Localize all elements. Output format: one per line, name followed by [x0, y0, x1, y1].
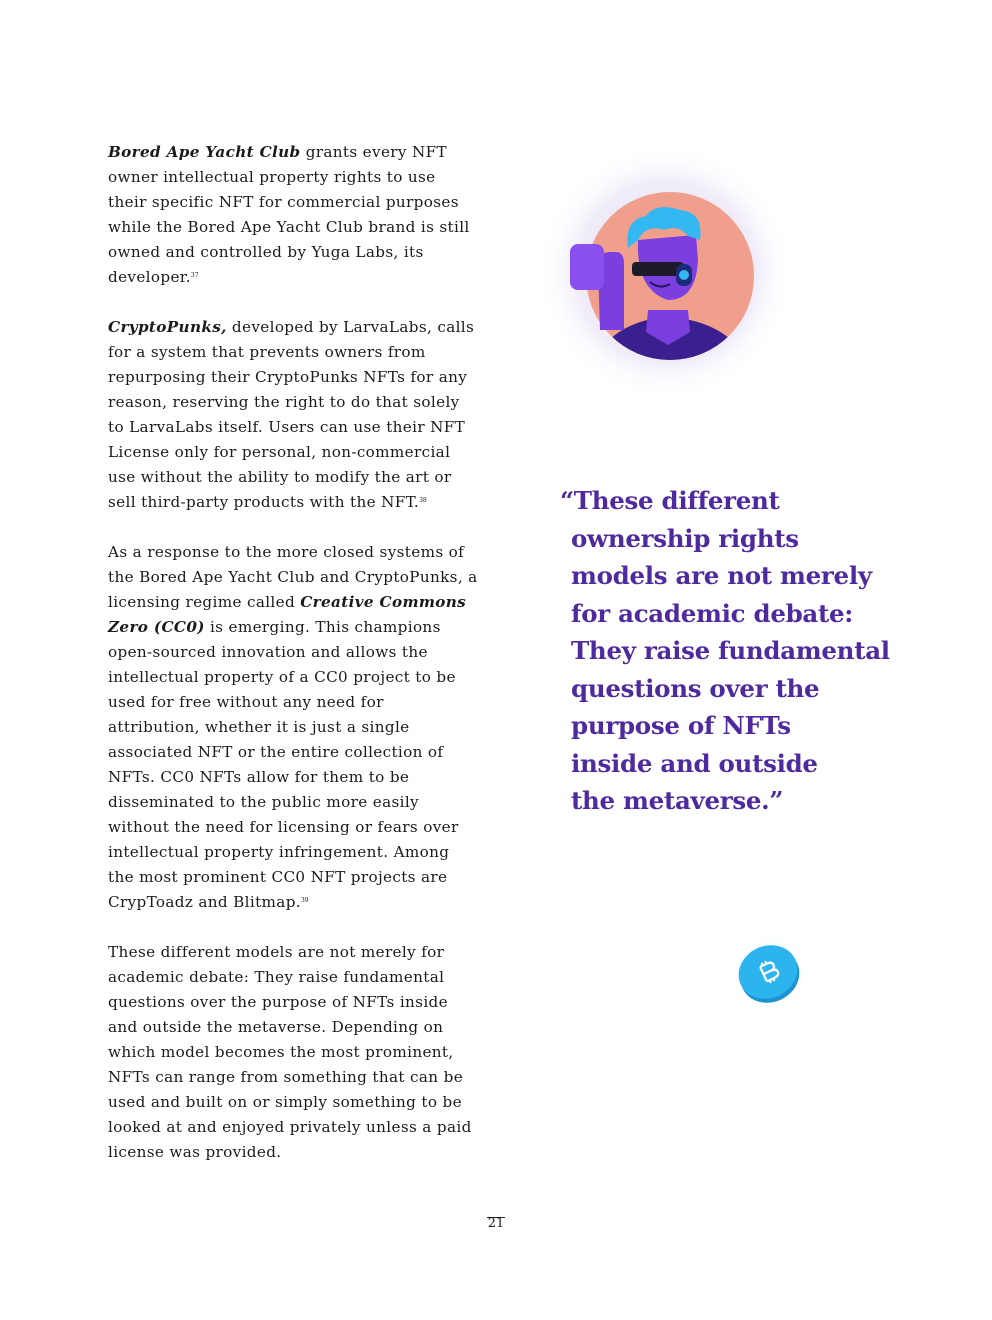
- cc0-title: Creative Commons Zero (CC0): [108, 593, 467, 636]
- cc0-body: is emerging. This champions open-sourced innovation and allows the intellectual property of a CC0 project to be used for free without any need for attribution, whether it is just a single associated NFT or the entire collection of NFTs. CC0 NFTs allow for them to be disseminated to the public more easily without the need for licensing or fears over intellectual property infringement. Among the most prominent CC0 NFT projects are CrypToadz and Blitmap.: [108, 618, 459, 911]
- paragraph-models: [108, 940, 478, 1165]
- cryptopunks-title: CryptoPunks,: [108, 318, 227, 336]
- body-text-column: [108, 140, 478, 1190]
- footnote-ref-39: 39: [300, 897, 309, 904]
- quote-line: ownership rights: [571, 523, 799, 553]
- quote-line: purpose of NFTs: [571, 711, 791, 740]
- paragraph-cryptopunks: [108, 315, 478, 515]
- paragraph-bayc: [108, 140, 478, 290]
- coin-svg: [728, 930, 812, 1014]
- vr-avatar-illustration: [528, 140, 788, 410]
- quote-line: questions over the: [571, 673, 820, 703]
- avatar-svg: [528, 140, 788, 410]
- footnote-ref-38: 38: [419, 497, 427, 504]
- quote-line: They raise fundamental: [571, 636, 890, 665]
- quote-line: models are not merely: [571, 561, 872, 590]
- quote-line: for academic debate:: [571, 598, 854, 628]
- pull-quote: [560, 482, 890, 820]
- bayc-title: Bored Ape Yacht Club: [108, 143, 301, 161]
- quote-line: “These different: [560, 486, 780, 515]
- crypto-coin-icon: [728, 930, 812, 1014]
- avatar-fist: [570, 244, 604, 290]
- footnote-ref-37: 37: [190, 272, 199, 279]
- bayc-body: grants every NFT owner intellectual property rights to use their specific NFT for commercial purposes while the Bored Ape Yacht Club brand is still owned and controlled by Yuga Labs, its developer.: [108, 143, 470, 286]
- cc0-intro: As a response to the more closed systems of the Bored Ape Yacht Club and CryptoPunks, a licensing regime called: [108, 543, 478, 611]
- paragraph-cc0: [108, 540, 478, 915]
- cryptopunks-body: developed by LarvaLabs, calls for a system that prevents owners from repurposing their CryptoPunks NFTs for any reason, reserving the right to do that solely to LarvaLabs itself. Users can use their NFT License only for personal, non-commercial use without the ability to modify the art or sell third-party products with the NFT.: [108, 318, 475, 511]
- quote-line: inside and outside: [571, 748, 818, 778]
- models-body: These different models are not merely for academic debate: They raise fundamental questions over the purpose of NFTs inside and outside the metaverse. Depending on which model becomes the most prominent, NFTs can range from something that can be used and built on or simply something to be looked at and enjoyed privately unless a paid license was provided.: [108, 943, 472, 1161]
- quote-line: the metaverse.”: [571, 786, 784, 815]
- page-number: 21: [480, 1216, 512, 1231]
- headphone-light: [679, 270, 689, 280]
